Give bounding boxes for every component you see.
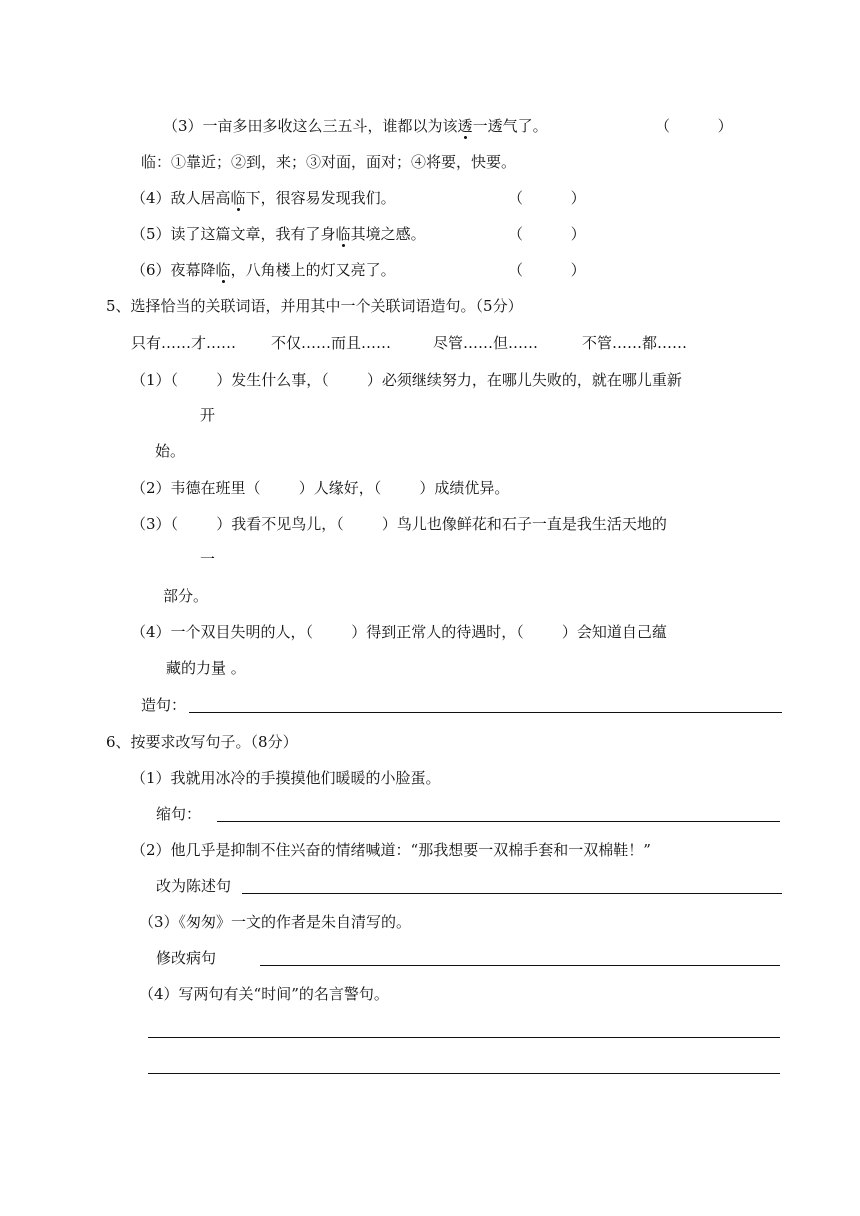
question-5-title: 5、选择恰当的关联词语，并用其中一个关联词语造句。（5分） [106, 297, 523, 315]
dotted-character: 临 [335, 225, 351, 243]
sentence-text: （3）一亩多田多收这么三五斗，谁都以为该 [163, 117, 458, 135]
q5-item-3-wrap: 一 [200, 550, 216, 568]
conjunction-option: 只有……才…… [131, 334, 237, 352]
sentence-text: 下，很容易发现我们。 [245, 189, 396, 207]
q5-item-2: （2）韦德在班里（ ）人缘好，（ ）成绩优异。 [131, 479, 510, 497]
q6-item-3: （3）《匆匆》一文的作者是朱自清写的。 [139, 913, 412, 931]
dotted-character: 透 [457, 117, 473, 135]
sentence-text: （6）夜幕降 [131, 261, 216, 279]
q4-item-6 [131, 260, 396, 280]
definition-line: 临：①靠近；②到，来；③对面，面对；④将要，快要。 [141, 153, 517, 171]
q6-item-2: （2）他几乎是抑制不住兴奋的情绪喊道：“那我想要一双棉手套和一双棉鞋！” [131, 841, 651, 859]
q5-item-4: （4）一个双目失明的人，（ ）得到正常人的待遇时，（ ）会知道自己蕴 [131, 623, 667, 641]
question-6-title: 6、按要求改写句子。（8分） [106, 733, 298, 751]
answer-blank[interactable]: （ ） [508, 261, 586, 279]
correct-sentence-answer-line[interactable] [260, 965, 780, 966]
sentence-text: 其境之感。 [350, 225, 426, 243]
declarative-sentence-answer-line[interactable] [242, 893, 782, 894]
answer-blank[interactable]: （ ） [655, 117, 733, 135]
answer-blank[interactable]: （ ） [508, 225, 586, 243]
correct-sentence-label: 修改病句 [156, 949, 217, 967]
q4-item-5 [131, 224, 426, 244]
q5-item-3: （3）（ ）我看不见鸟儿，（ ）鸟儿也像鲜花和石子一直是我生活天地的 [131, 515, 667, 533]
shorten-sentence-label: 缩句： [156, 805, 202, 823]
conjunction-option: 不仅……而且…… [271, 334, 392, 352]
q4-item-3 [163, 116, 548, 136]
q5-item-4-continued: 藏的力量 。 [166, 659, 246, 677]
q6-item-4: （4）写两句有关“时间”的名言警句。 [139, 985, 389, 1003]
q5-item-1-continued: 始。 [155, 442, 186, 460]
q5-item-1: （1）（ ）发生什么事，（ ）必须继续努力，在哪儿失败的，就在哪儿重新 [131, 371, 682, 389]
sentence-text: ，八角楼上的灯又亮了。 [230, 261, 396, 279]
sentence-text: （5）读了这篇文章，我有了身 [131, 225, 336, 243]
quote-answer-line-2[interactable] [148, 1073, 780, 1074]
declarative-sentence-label: 改为陈述句 [156, 877, 232, 895]
sentence-text: （4）敌人居高 [131, 189, 231, 207]
q4-item-4 [131, 188, 396, 208]
q6-item-1: （1）我就用冰冷的手摸摸他们暖暖的小脸蛋。 [131, 769, 441, 787]
quote-answer-line-1[interactable] [148, 1037, 780, 1038]
sentence-making-label: 造句： [141, 696, 187, 714]
answer-blank[interactable]: （ ） [508, 189, 586, 207]
conjunction-option: 不管……都…… [582, 334, 688, 352]
dotted-character: 临 [230, 189, 246, 207]
q5-item-1-wrap: 开 [200, 406, 216, 424]
conjunction-option: 尽管……但…… [433, 334, 539, 352]
sentence-text: 一透气了。 [472, 117, 548, 135]
q5-item-3-continued: 部分。 [163, 587, 209, 605]
dotted-character: 临 [215, 261, 231, 279]
shorten-sentence-answer-line[interactable] [217, 821, 780, 822]
sentence-making-answer-line[interactable] [189, 712, 782, 713]
